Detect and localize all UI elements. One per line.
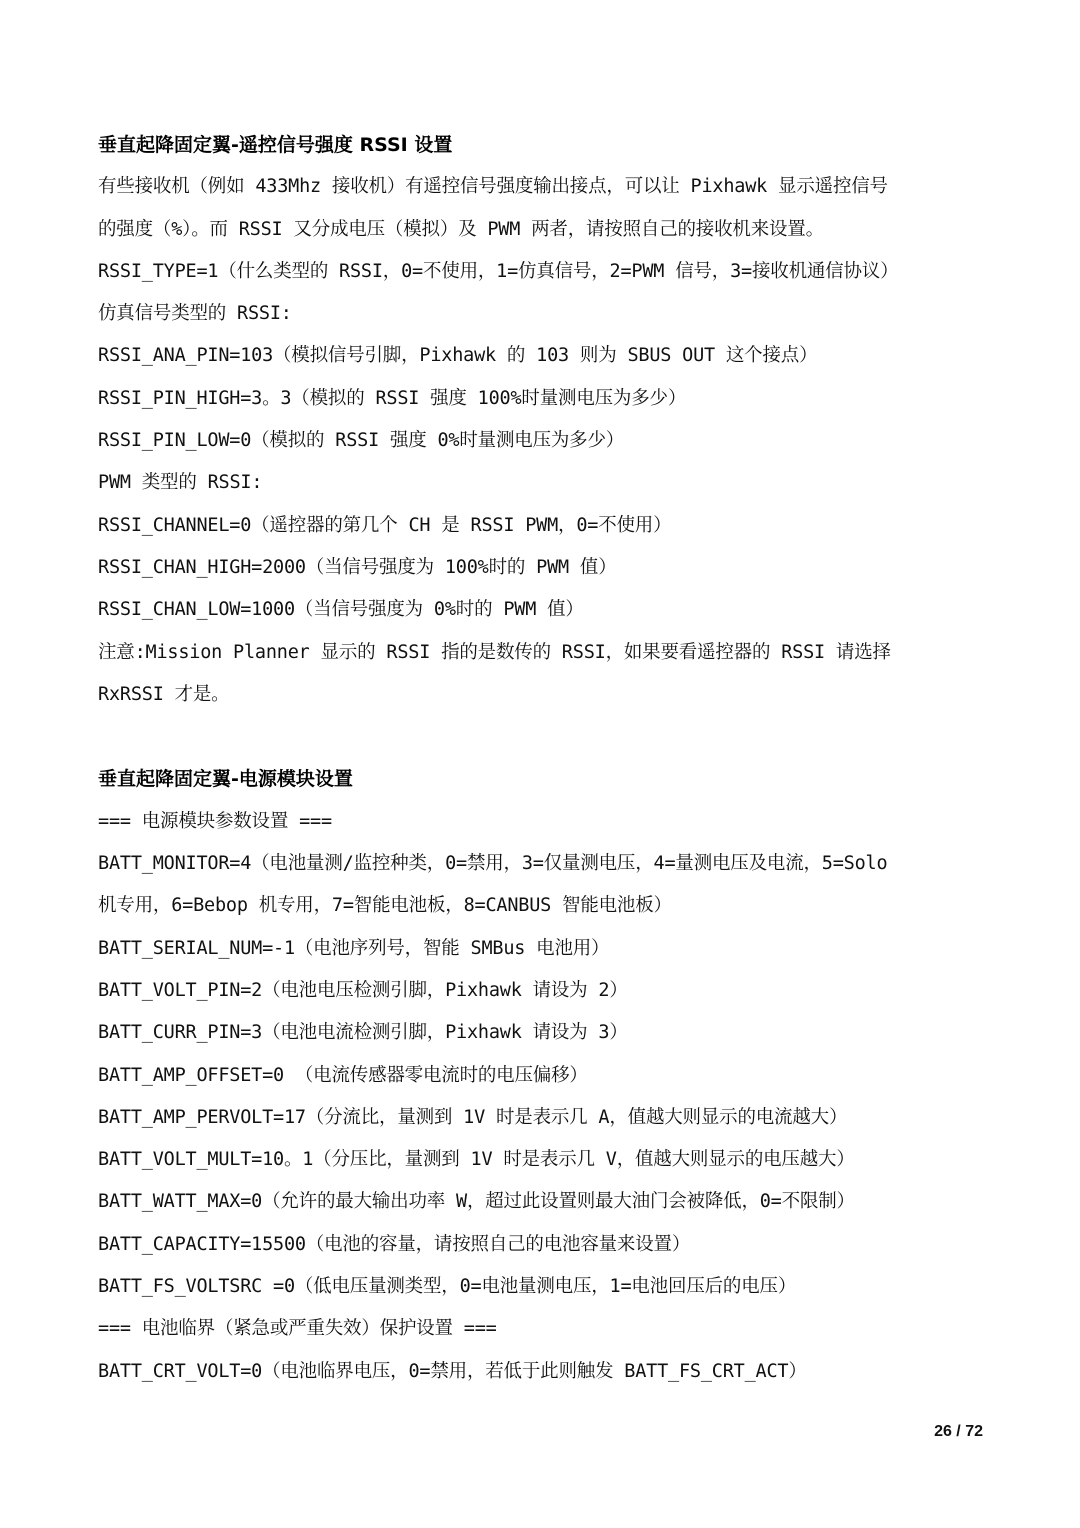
text-line: RxRSSI 才是。 xyxy=(98,683,230,705)
text-line: 的强度（%）。而 RSSI 又分成电压（模拟）及 PWM 两者，请按照自己的接收机来设置。 xyxy=(98,218,824,240)
page-number: 26 / 72 xyxy=(934,1423,983,1440)
section-heading-rssi: 垂直起降固定翼-遥控信号强度 RSSI 设置 xyxy=(98,134,453,156)
text-line: === 电源模块参数设置 === xyxy=(98,810,332,832)
text-line: BATT_WATT_MAX=0（允许的最大输出功率 W，超过此设置则最大油门会被降低，0=不限制） xyxy=(98,1191,855,1213)
text-line: PWM 类型的 RSSI: xyxy=(98,472,263,494)
text-line: RSSI_CHANNEL=0（遥控器的第几个 CH 是 RSSI PWM，0=不使用） xyxy=(98,514,672,536)
text-line: 机专用，6=Bebop 机专用，7=智能电池板，8=CANBUS 智能电池板） xyxy=(98,895,672,917)
text-line: RSSI_PIN_HIGH=3。3（模拟的 RSSI 强度 100%时量测电压为多少） xyxy=(98,387,687,409)
text-line: BATT_VOLT_PIN=2（电池电压检测引脚，Pixhawk 请设为 2） xyxy=(98,979,628,1001)
text-line: BATT_VOLT_MULT=10。1（分压比，量测到 1V 时是表示几 V，值越大则显示的电压越大） xyxy=(98,1149,855,1171)
text-line: BATT_AMP_OFFSET=0 （电流传感器零电流时的电压偏移） xyxy=(98,1064,588,1086)
text-line: 仿真信号类型的 RSSI: xyxy=(98,303,292,325)
text-line: RSSI_ANA_PIN=103（模拟信号引脚，Pixhawk 的 103 则为 SBUS OUT 这个接点） xyxy=(98,345,818,367)
text-line: BATT_CAPACITY=15500（电池的容量，请按照自己的电池容量来设置） xyxy=(98,1233,691,1255)
text-line: BATT_MONITOR=4（电池量测/监控种类，0=禁用，3=仅量测电压，4=量测电压及电流，5=Solo xyxy=(98,853,888,875)
text-line: 注意:Mission Planner 显示的 RSSI 指的是数传的 RSSI，如果要看遥控器的 RSSI 请选择 xyxy=(98,641,891,663)
document-page xyxy=(98,124,988,1393)
text-line: BATT_CURR_PIN=3（电池电流检测引脚，Pixhawk 请设为 3） xyxy=(98,1022,628,1044)
text-line: 有些接收机（例如 433Mhz 接收机）有遥控信号强度输出接点，可以让 Pixhawk 显示遥控信号 xyxy=(98,176,888,198)
text-line: BATT_SERIAL_NUM=-1（电池序列号，智能 SMBus 电池用） xyxy=(98,937,610,959)
section-spacer xyxy=(98,716,988,758)
text-line: RSSI_TYPE=1（什么类型的 RSSI，0=不使用，1=仿真信号，2=PWM 信号，3=接收机通信协议） xyxy=(98,260,899,282)
text-line: BATT_CRT_VOLT=0（电池临界电压，0=禁用，若低于此则触发 BATT_FS_CRT_ACT） xyxy=(98,1360,807,1382)
text-line: RSSI_CHAN_HIGH=2000（当信号强度为 100%时的 PWM 值） xyxy=(98,556,617,578)
text-line: BATT_FS_VOLTSRC =0（低电压量测类型，0=电池量测电压，1=电池回压后的电压） xyxy=(98,1276,797,1298)
text-line: === 电池临界（紧急或严重失效）保护设置 === xyxy=(98,1318,497,1340)
section-heading-power-module: 垂直起降固定翼-电源模块设置 xyxy=(98,768,353,791)
text-line: RSSI_PIN_LOW=0（模拟的 RSSI 强度 0%时量测电压为多少） xyxy=(98,430,625,452)
text-line: RSSI_CHAN_LOW=1000（当信号强度为 0%时的 PWM 值） xyxy=(98,599,584,621)
text-line: BATT_AMP_PERVOLT=17（分流比，量测到 1V 时是表示几 A，值越大则显示的电流越大） xyxy=(98,1106,848,1128)
